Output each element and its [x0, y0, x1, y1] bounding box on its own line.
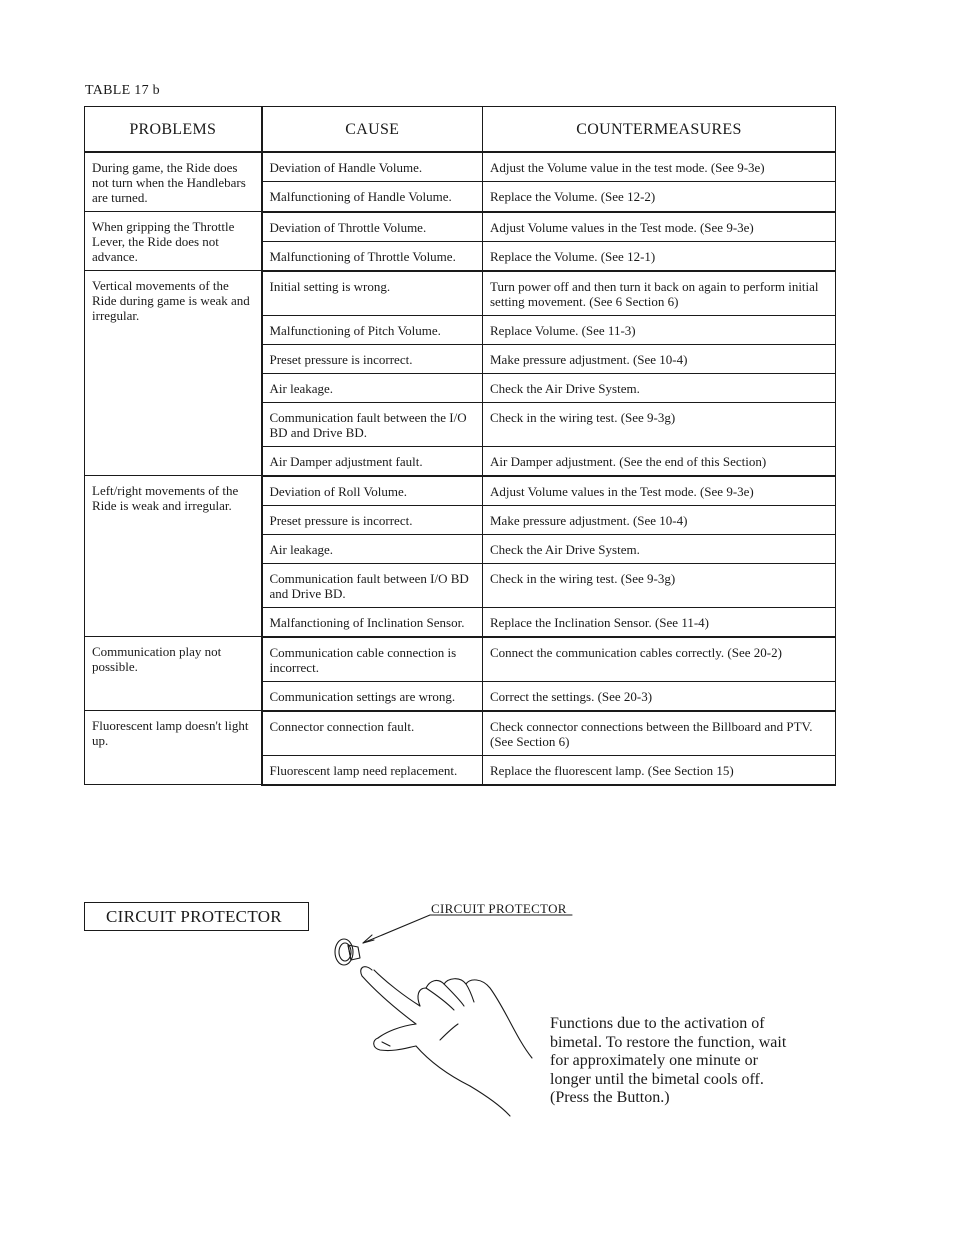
table-row	[85, 152, 836, 182]
cause-cell: Malfunctioning of Throttle Volume.	[262, 241, 483, 271]
circuit-protector-heading: CIRCUIT PROTECTOR	[84, 902, 309, 931]
problem-cell: Left/right movements of the Ride is weak and irregular.	[85, 476, 262, 637]
countermeasure-cell: Check the Air Drive System.	[483, 534, 836, 563]
countermeasure-cell: Turn power off and then turn it back on again to perform initial setting movement. (See 6 Section 6)	[483, 271, 836, 316]
cause-cell: Fluorescent lamp need replacement.	[262, 755, 483, 785]
hand-pressing-button-illustration	[320, 900, 580, 1125]
countermeasure-cell: Replace the fluorescent lamp. (See Section 15)	[483, 755, 836, 785]
cause-cell: Deviation of Roll Volume.	[262, 476, 483, 506]
countermeasure-cell: Correct the settings. (See 20-3)	[483, 681, 836, 711]
callout-leader-line	[363, 915, 572, 943]
cause-cell: Air leakage.	[262, 534, 483, 563]
countermeasure-cell: Replace the Volume. (See 12-1)	[483, 241, 836, 271]
header-countermeasures: COUNTERMEASURES	[483, 107, 836, 153]
cause-cell: Initial setting is wrong.	[262, 271, 483, 316]
cause-cell: Deviation of Handle Volume.	[262, 152, 483, 182]
table-header-row	[85, 107, 836, 153]
cause-cell: Communication cable connection is incorrect.	[262, 637, 483, 682]
troubleshooting-table	[84, 106, 836, 786]
table-row	[85, 271, 836, 316]
cause-cell: Communication settings are wrong.	[262, 681, 483, 711]
cause-cell: Malfanctioning of Inclination Sensor.	[262, 607, 483, 637]
problem-cell: Communication play not possible.	[85, 637, 262, 711]
countermeasure-cell: Adjust Volume values in the Test mode. (See 9-3e)	[483, 212, 836, 242]
countermeasure-cell: Check in the wiring test. (See 9-3g)	[483, 402, 836, 446]
countermeasure-cell: Adjust the Volume value in the test mode. (See 9-3e)	[483, 152, 836, 182]
problem-cell: Fluorescent lamp doesn't light up.	[85, 711, 262, 785]
problem-cell: During game, the Ride does not turn when the Handlebars are turned.	[85, 152, 262, 212]
circuit-protector-button-icon	[335, 939, 360, 965]
table-row	[85, 212, 836, 242]
cause-cell: Air leakage.	[262, 373, 483, 402]
table-caption: TABLE 17 b	[85, 83, 160, 98]
problem-cell: When gripping the Throttle Lever, the Ride does not advance.	[85, 212, 262, 271]
countermeasure-cell: Make pressure adjustment. (See 10-4)	[483, 505, 836, 534]
cause-cell: Communication fault between I/O BD and Drive BD.	[262, 563, 483, 607]
cause-cell: Communication fault between the I/O BD and Drive BD.	[262, 402, 483, 446]
table-row	[85, 476, 836, 506]
countermeasure-cell: Check in the wiring test. (See 9-3g)	[483, 563, 836, 607]
countermeasure-cell: Replace the Volume. (See 12-2)	[483, 182, 836, 212]
table-row	[85, 637, 836, 682]
cause-cell: Connector connection fault.	[262, 711, 483, 756]
cause-cell: Deviation of Throttle Volume.	[262, 212, 483, 242]
cause-cell: Air Damper adjustment fault.	[262, 446, 483, 476]
countermeasure-cell: Adjust Volume values in the Test mode. (See 9-3e)	[483, 476, 836, 506]
countermeasure-cell: Air Damper adjustment. (See the end of this Section)	[483, 446, 836, 476]
cause-cell: Malfunctioning of Handle Volume.	[262, 182, 483, 212]
hand-icon	[361, 967, 532, 1116]
table-row	[85, 711, 836, 756]
table-body	[85, 152, 836, 785]
countermeasure-cell: Replace Volume. (See 11-3)	[483, 315, 836, 344]
cause-cell: Preset pressure is incorrect.	[262, 344, 483, 373]
countermeasure-cell: Make pressure adjustment. (See 10-4)	[483, 344, 836, 373]
header-cause: CAUSE	[262, 107, 483, 153]
circuit-protector-callout-label: CIRCUIT PROTECTOR	[431, 901, 567, 916]
countermeasure-cell: Check connector connections between the Billboard and PTV. (See Section 6)	[483, 711, 836, 756]
cause-cell: Malfunctioning of Pitch Volume.	[262, 315, 483, 344]
header-problems: PROBLEMS	[85, 107, 262, 153]
countermeasure-cell: Replace the Inclination Sensor. (See 11-4)	[483, 607, 836, 637]
countermeasure-cell: Check the Air Drive System.	[483, 373, 836, 402]
circuit-protector-note: Functions due to the activation of bimetal. To restore the function, wait for approximately one minute or longer until the bimetal cools off. (Press the Button.)	[550, 1015, 787, 1106]
cause-cell: Preset pressure is incorrect.	[262, 505, 483, 534]
countermeasure-cell: Connect the communication cables correctly. (See 20-2)	[483, 637, 836, 682]
problem-cell: Vertical movements of the Ride during game is weak and irregular.	[85, 271, 262, 476]
